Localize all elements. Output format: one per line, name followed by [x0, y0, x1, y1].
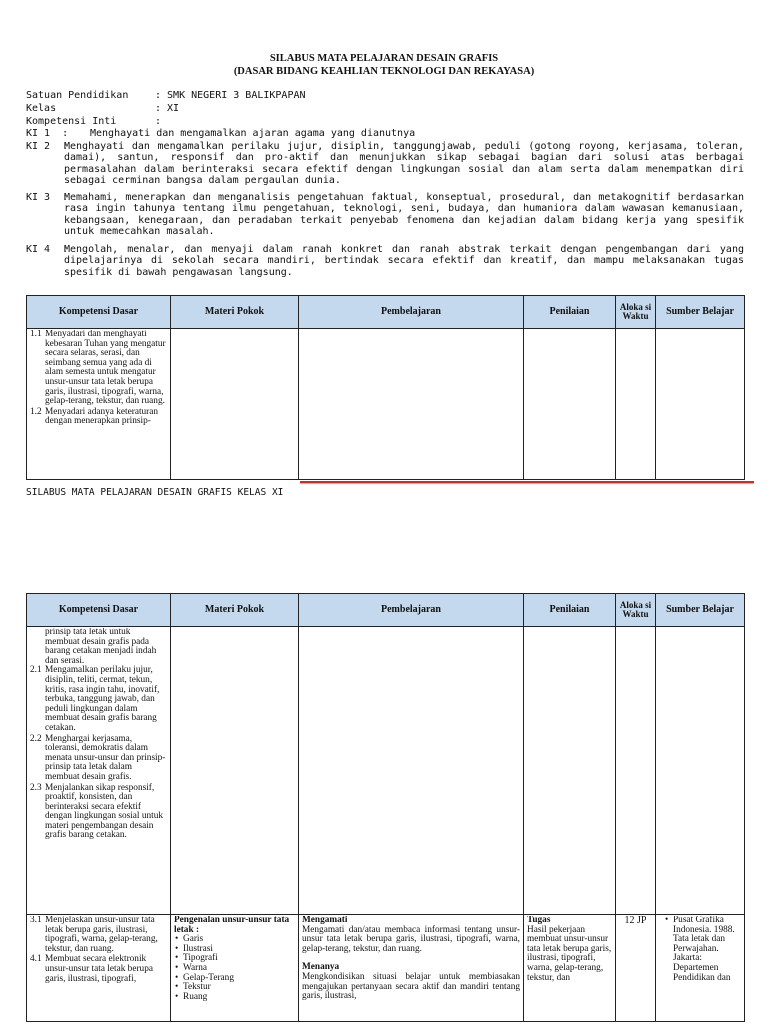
header-materi-pokok: Materi Pokok — [171, 296, 299, 329]
kd-text: Mengamalkan perilaku jujur, disiplin, teliti, cermat, tekun, kritis, rasa ingin tahu, inovatif, terbuka, tanggung jawab, dan peduli lingkungan dalam membuat desain grafis barang cetakan. — [45, 665, 160, 733]
table-row — [27, 627, 745, 915]
info-value-ki: : — [155, 116, 162, 127]
pembelajaran-text: Mengamati dan/atau membaca informasi tentang unsur-unsur tata letak berupa garis, ilustrasi, tipografi, warna, gelap-terang, tekstur, dan ruang. — [302, 924, 520, 954]
info-value-satuan: : SMK NEGERI 3 BALIKPAPAN — [155, 90, 306, 101]
kd-number: 1.2 — [30, 406, 42, 417]
kd-number: 4.1 — [30, 954, 42, 965]
table-row — [27, 915, 745, 1022]
kd-number: 2.3 — [30, 782, 42, 793]
header-kompetensi-dasar: Kompetensi Dasar — [27, 594, 171, 627]
list-item: • Pusat Grafika Indonesia. 1988. Tata letak dan Perwajahan. Jakarta: Departemen Pendidikan dan — [673, 916, 741, 983]
alokasi-cell: 12 JP — [616, 915, 656, 1022]
syllabus-table-2 — [26, 593, 745, 1022]
list-item: • Ilustrasi — [183, 945, 295, 955]
header-materi-pokok: Materi Pokok — [171, 594, 299, 627]
info-label-ki: Kompetensi Inti — [26, 116, 117, 127]
pembelajaran-cell — [299, 915, 524, 1022]
ki-2 — [26, 141, 744, 189]
page-footer: SILABUS MATA PELAJARAN DESAIN GRAFIS KELAS XI — [26, 487, 284, 498]
ki-1 — [26, 128, 744, 140]
info-label-satuan: Satuan Pendidikan — [26, 90, 129, 101]
materi-cell — [171, 329, 299, 480]
penilaian-cell — [524, 915, 616, 1022]
list-item: • Garis — [183, 935, 295, 945]
kd-text: Menyadari dan menghayati kebesaran Tuhan yang mengatur secara selaras, serasi, dan seimbang semua yang ada di alam semesta untuk mengatur unsur-unsur tata letak berupa garis, ilustrasi, tipografi, warna, gelap-terang, tekstur, dan ruang. — [45, 330, 166, 407]
ki-label: KI 3 : — [26, 192, 69, 203]
sumber-cell — [656, 915, 745, 1022]
kd-item — [30, 666, 167, 733]
table-header-row — [27, 594, 745, 627]
kd-item — [30, 916, 167, 954]
pembelajaran-heading: Menanya — [302, 962, 340, 973]
header-sumber-belajar: Sumber Belajar — [656, 594, 745, 627]
materi-cell — [171, 627, 299, 915]
table-row — [27, 329, 745, 480]
pembelajaran-cell — [299, 329, 524, 480]
header-penilaian: Penilaian — [524, 594, 616, 627]
penilaian-cell — [524, 627, 616, 915]
kd-number: 1.1 — [30, 330, 42, 339]
kd-text: Menyadari adanya keteraturan dengan menerapkan prinsip- — [45, 406, 159, 427]
pembelajaran-heading: Mengamati — [302, 916, 348, 925]
kd-text: Membuat secara elektronik unsur-unsur tata letak berupa garis, ilustrasi, tipografi, — [45, 954, 153, 984]
ki-text: Memahami, menerapkan dan menganalisis pengetahuan faktual, konseptual, prosedural, dan metakognitif berdasarkan rasa ingin tahunya tentang ilmu pengetahuan, teknologi, seni, budaya, dan humaniora dalam wawasan kemanusiaan, kebangsaan, kenegaraan, dan peradaban terkait penyebab fenomena dan kejadian dalam bidang kerja yang spesifik untuk memecahkan masalah. — [64, 192, 744, 237]
pembelajaran-text: Mengkondisikan situasi belajar untuk membiasakan mengajukan pertanyaan secara aktif dan mandiri tentang garis, ilustrasi, — [302, 971, 520, 1002]
document-title: SILABUS MATA PELAJARAN DESAIN GRAFIS — [269, 53, 499, 64]
list-item: • Tekstur — [183, 983, 295, 993]
kd-continuation: prinsip tata letak untuk membuat desain grafis pada barang cetakan menjadi indah dan serasi. — [45, 628, 157, 666]
sumber-cell — [656, 627, 745, 915]
ki-label: KI 2 : — [26, 141, 69, 152]
header-kompetensi-dasar: Kompetensi Dasar — [27, 296, 171, 329]
header-sumber-belajar: Sumber Belajar — [656, 296, 745, 329]
kd-text: Menjelaskan unsur-unsur tata letak berupa garis, ilustrasi, tipografi, warna, gelap-terang, tekstur, dan ruang. — [45, 916, 158, 954]
info-value-kelas: : XI — [155, 103, 180, 114]
alokasi-cell — [616, 627, 656, 915]
header-alokasi-waktu: Aloka si Waktu — [616, 594, 656, 627]
ki-4 — [26, 244, 744, 280]
table-header-row — [27, 296, 745, 329]
alokasi-cell — [616, 329, 656, 480]
kd-number: 2.1 — [30, 665, 42, 676]
ki-label: KI 4 : — [26, 244, 69, 255]
kd-number: 2.2 — [30, 733, 42, 744]
syllabus-table-1 — [26, 295, 745, 480]
info-label-kelas: Kelas — [26, 103, 57, 114]
list-item: • Gelap-Terang — [183, 974, 295, 984]
document-subtitle: (DASAR BIDANG KEAHLIAN TEKNOLOGI DAN REKAYASA) — [233, 66, 535, 77]
ki-label: KI 1 : — [26, 128, 69, 139]
list-item: • Warna — [183, 964, 295, 974]
sumber-cell — [656, 329, 745, 480]
ki-text: Menghayati dan mengamalkan perilaku jujur, disiplin, tanggungjawab, peduli (gotong royong, kerjasama, toleran, damai), santun, responsif dan pro-aktif dan menunjukkan sikap sebagai bagian dari solusi atas berbagai permasalahan dalam berinteraksi secara efektif dengan lingkungan sosial dan alam serta dalam menempatkan diri sebagai cerminan bangsa dalam pergaulan dunia. — [64, 141, 744, 186]
ki-text: Mengolah, menalar, dan menyaji dalam ranah konkret dan ranah abstrak terkait dengan pengembangan dari yang dipelajarinya di sekolah secara mandiri, bertindak secara efektif dan kreatif, dan mampu melaksanakan tugas spesifik di bawah pengawasan langsung. — [64, 244, 744, 278]
header-penilaian: Penilaian — [524, 296, 616, 329]
page-divider-line — [300, 481, 754, 483]
materi-title: Pengenalan unsur-unsur tata letak : — [174, 916, 290, 935]
kd-item — [30, 408, 167, 427]
header-pembelajaran: Pembelajaran — [299, 296, 524, 329]
penilaian-title: Tugas — [527, 916, 551, 925]
kd-item — [30, 955, 167, 984]
kd-item — [30, 735, 167, 783]
materi-cell — [171, 915, 299, 1022]
materi-list — [174, 935, 295, 1002]
page-2 — [0, 560, 768, 1024]
kd-number: 3.1 — [30, 916, 42, 925]
kd-cell — [27, 627, 171, 915]
list-item: • Tipografi — [183, 954, 295, 964]
header-alokasi-waktu: Aloka si Waktu — [616, 296, 656, 329]
penilaian-cell — [524, 329, 616, 480]
penilaian-text: Hasil pekerjaan membuat unsur-unsur tata letak berupa garis, ilustrasi, tipografi, warna, gelap-terang, tekstur, dan — [527, 924, 612, 983]
kd-cell — [27, 329, 171, 480]
kd-item — [30, 330, 167, 407]
header-pembelajaran: Pembelajaran — [299, 594, 524, 627]
kd-item — [30, 784, 167, 842]
page-1 — [0, 0, 768, 500]
kd-cell — [27, 915, 171, 1022]
kd-text: Menjalankan sikap responsif, proaktif, konsisten, dan berinteraksi secara efektif dengan lingkungan sosial untuk materi pengembangan desain grafis barang cetakan. — [45, 782, 164, 841]
pembelajaran-cell — [299, 627, 524, 915]
ki-text: Menghayati dan mengamalkan ajaran agama yang dianutnya — [90, 128, 416, 139]
ki-3 — [26, 192, 744, 240]
list-item: • Ruang — [183, 993, 295, 1003]
kd-text: Menghargai kerjasama, toleransi, demokratis dalam menata unsur-unsur dan prinsip-prinsip tata letak dalam membuat desain grafis. — [45, 733, 166, 782]
sumber-list — [659, 916, 741, 983]
